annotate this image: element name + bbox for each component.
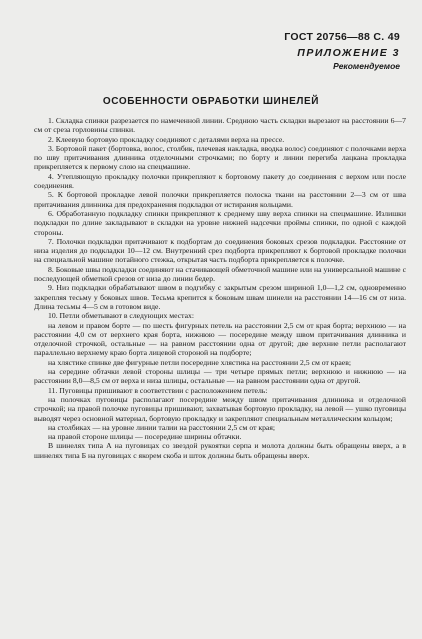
paragraph: на хлястике спинке две фигурные петли посередине хлястика на расстоянии 2,5 см от краев; [48,357,351,367]
appendix-status: Рекомендуемое [333,61,400,71]
standard-page-header: ГОСТ 20756—88 С. 49 [284,31,400,43]
paragraph: 5. К бортовой прокладке левой полочки прикрепляется полоска ткани на расстоянии 2—3 см от шва притачивания длинника для предохранения подкладки от истирания кольцами. [34,190,406,209]
paragraph: на полочках пуговицы располагают посередине между швом притачивания длинника и отделочной строчкой; на правой полочке пуговицы пришивают, захватывая бортовую прокладку, на левой — ушко пуговицы выводят через основной материал, бортовую прокладку и закрепляют специальным металлическим кольцом; [34,394,406,423]
paragraph: 11. Пуговицы пришивают в соответствии с расположением петель: [48,385,268,395]
paragraph: В шинелях типа А на пуговицах со звездой рукоятки серпа и молота должны быть обращены вверх, а в шинелях типа Б на пуговицах с якорем скоба и шток должны быть обращены вверх. [34,441,406,460]
body-text [34,116,406,460]
paragraph: 7. Полочки подкладки притачивают к подбортам до соединения боковых срезов подкладки. Расстояние от низа изделия до подкладки 10—12 см. Внутренний срез подборта прикрепляют к бортовой прокладке полочки на специальной машине потайного стежка, открытая часть подборта прикрепляется к полочке. [34,236,406,265]
paragraph: 1. Складка спинки разрезается по намеченной линии. Среднюю часть складки вырезают на расстоянии 6—7 см от среза горловины спинки. [34,116,406,135]
paragraph: 2. Клеевую бортовую прокладку соединяют с деталями верха на прессе. [48,134,285,144]
section-title: ОСОБЕННОСТИ ОБРАБОТКИ ШИНЕЛЕЙ [102,96,320,107]
paragraph: 3. Бортовой пакет (бортовка, волос, столбик, плечевая накладка, вводка волос) соединяют с полочками верха по шву притачивания длинника отделочными строчками; по борту и линии перегиба лацкана прокладка прикрепляется к первому слою на спецмашине. [34,143,406,172]
paragraph: на столбиках — на уровне линии талии на расстоянии 2,5 см от края; [48,422,276,432]
paragraph: 8. Боковые швы подкладки соединяют на стачивающей обметочной машине или на универсальной машине с последующей обметкой срезов от низа до линии бедер. [34,264,406,284]
paragraph: 4. Утепляющую прокладку полочки прикрепляют к бортовому пакету до соединения с верхом или после соединения. [34,171,406,191]
paragraph: на левом и правом борте — по шесть фигурных петель на расстоянии 2,5 см от края борта; верхнюю — на расстоянии 4,0 см от верхнего края борта, нижнюю — посередине между швом притачивания длинника и отделочной строчкой, остальные — на равном расстоянии одна от другой; две верхние петли располагают параллельно верхнему краю борта лицевой стороной на подборте; [34,320,406,358]
appendix-block [297,47,400,71]
paragraph: 6. Обработанную подкладку спинки прикрепляют к среднему шву верха спинки на спецмашине. Излишки подкладки по длине закладывают в складки на уровне нижней надсечки проймы спинки, по одной с каждой стороны. [34,208,406,237]
paragraph: 10. Петли обметывают в следующих местах: [48,311,195,321]
paragraph: на правой стороне шлицы — посередине ширины обтачки. [48,432,242,442]
paragraph: на середине обтачки левой стороны шлицы — три четыре прямых петли; верхнюю и нижнюю — на расстоянии 8,0—8,5 см от верха и низа шлицы, остальные — на равном расстоянии одна от другой. [34,367,406,386]
appendix-label: ПРИЛОЖЕНИЕ 3 [297,47,400,59]
paragraph: 9. Низ подкладки обрабатывают швом в подгибку с закрытым срезом шириной 1,0—1,2 см, одновременно закрепляя тесьму у боковых швов. Тесьма крепится к боковым швам шинели на расстоянии 14—16 см от низа. Длина тесьмы 4—5 см в готовом виде. [34,283,406,311]
